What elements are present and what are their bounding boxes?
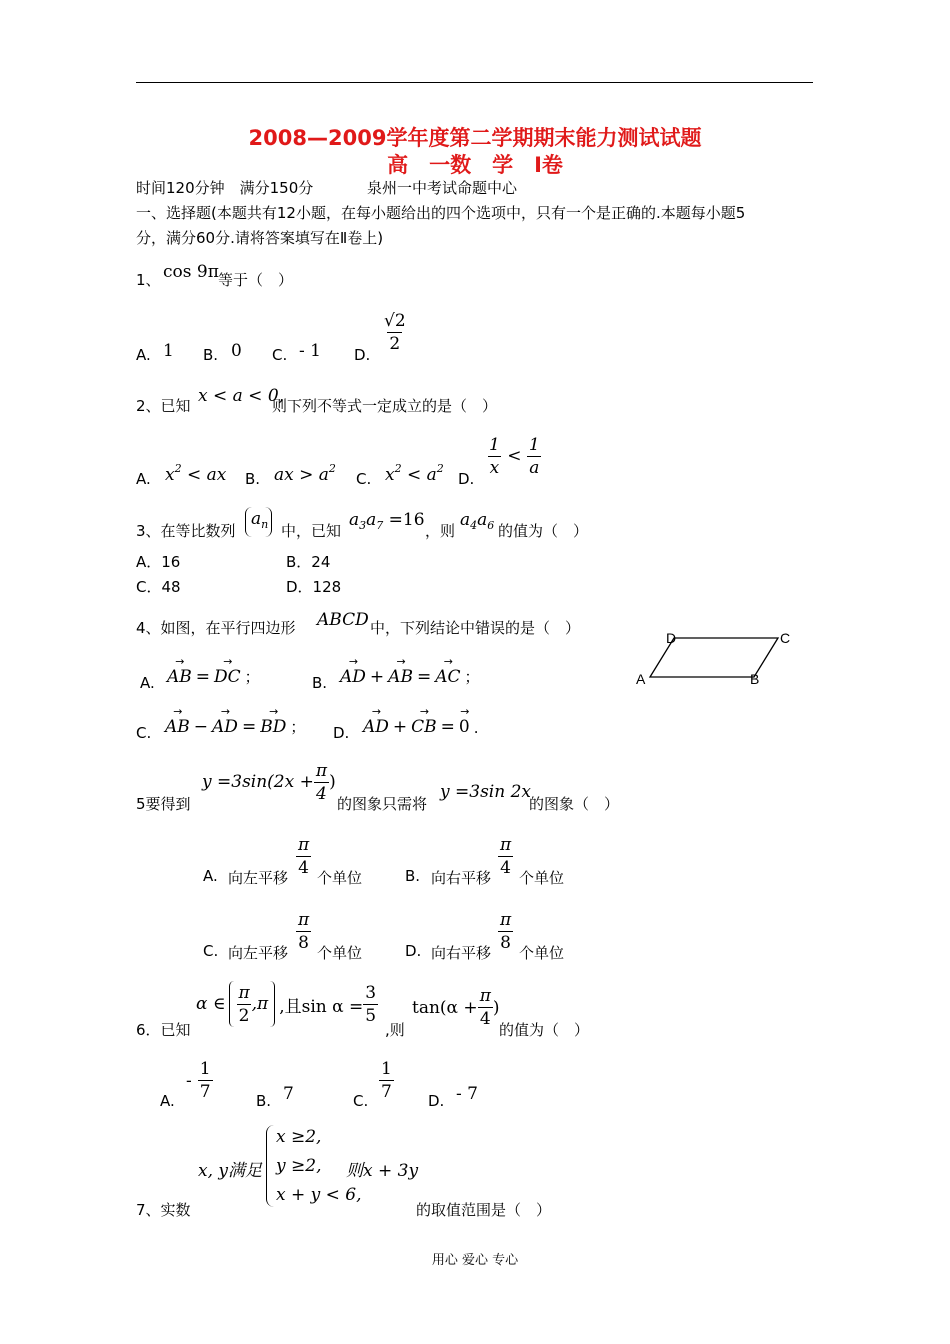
q7-constraint-3: x + y < 6, [276, 1185, 362, 1205]
q6-int-end: ,π [251, 994, 269, 1014]
q3-t2: a [477, 510, 488, 530]
q6-c-den: 7 [381, 1082, 392, 1102]
arrow-icon: → [348, 655, 358, 668]
q5-d-den: 8 [500, 933, 511, 953]
q4-label-d: D. [333, 724, 350, 742]
q2-option-b [274, 462, 336, 485]
arrow-icon: → [223, 655, 232, 668]
q1-label-a: A. [136, 346, 151, 364]
arrow-icon: → [460, 705, 469, 718]
q4-c-vec1: AB [165, 717, 190, 737]
q5-expr1-den: 4 [316, 784, 327, 804]
q2-label-d: D. [458, 470, 475, 488]
q4-shape: ABCD [317, 610, 369, 630]
q5-mid: 的图象只需将 [337, 795, 428, 813]
q4-option-c [165, 707, 305, 737]
q6-a-num: 1 [199, 1059, 211, 1079]
q3-mid: 中，已知 [281, 522, 342, 540]
q6-stem: 的值为（ ） [499, 1021, 590, 1039]
figure-label-d: D [666, 630, 677, 646]
q2-b-exp: 2 [328, 462, 336, 475]
q7-target: 则x + 3y [346, 1161, 419, 1181]
q6-option-a [186, 1058, 213, 1103]
top-rule [136, 82, 813, 83]
q4-label-b: B. [312, 674, 328, 692]
arrow-icon: → [175, 655, 184, 668]
q5-a-num: π [298, 835, 310, 855]
q6-tan-main: tan(α + [412, 997, 478, 1018]
q6-label-c: C. [353, 1092, 369, 1110]
q4-option-d [363, 707, 479, 737]
q5-option-c-text: 向左平移 [228, 944, 289, 962]
q5-option-b-frac [498, 834, 513, 879]
q6-sin-den: 5 [365, 1005, 377, 1026]
q1-label-b: B. [203, 346, 219, 364]
q7-brace [266, 1125, 275, 1207]
q6-paren-right [270, 981, 275, 1027]
q6-a-sign: - [186, 1070, 192, 1091]
q7-constraint-1: x ≥2, [276, 1127, 322, 1147]
q5-option-b-unit: 个单位 [519, 869, 565, 887]
q2-condition: x < a < 0, [198, 386, 285, 406]
q2-a-exp: 2 [174, 462, 182, 475]
q2-c-mid: < a [401, 465, 437, 485]
q5-label-d: D. [405, 942, 422, 960]
q6-tan-den: 4 [479, 1009, 491, 1029]
q2-stem: 则下列不等式一定成立的是（ ） [272, 397, 498, 415]
q5-option-a-text: 向左平移 [228, 869, 289, 887]
q6-option-c [379, 1058, 394, 1103]
q4-c-vec3: BD [260, 717, 287, 737]
q5-option-a-unit: 个单位 [317, 869, 363, 887]
q3-c2-sub: 7 [376, 519, 384, 532]
q2-d-den1: x [489, 458, 500, 478]
parallelogram-figure [632, 628, 797, 690]
q4-b-vec2: AB [388, 667, 413, 687]
q5-b-num: π [500, 835, 512, 855]
figure-label-a: A [636, 671, 646, 687]
q4-d-vec2: CB [411, 717, 437, 737]
q5-option-d-frac [498, 909, 513, 954]
q5-option-b-text: 向右平移 [431, 869, 492, 887]
q6-tan-num: π [479, 986, 491, 1006]
q5-option-d-text: 向右平移 [431, 944, 492, 962]
q2-d-num1: 1 [489, 435, 500, 455]
q3-condition [349, 510, 425, 532]
q2-a-rest: < ax [181, 465, 227, 485]
q3-t2-sub: 6 [487, 519, 495, 532]
q6-label-b: B. [256, 1092, 272, 1110]
figure-label-b: B [750, 671, 760, 687]
q1-expression: cos 9π [163, 262, 219, 282]
q4-d-end: . [473, 719, 479, 737]
q6-tan-end: ) [492, 997, 500, 1018]
q3-option-c: C．48 [136, 578, 181, 596]
q3-stem: 的值为（ ） [498, 522, 589, 540]
q3-option-b: B．24 [286, 553, 331, 571]
q5-expr1-end: ) [329, 772, 336, 792]
q5-option-c-unit: 个单位 [317, 944, 363, 962]
q1-number: 1、 [136, 271, 161, 289]
q3-prefix: 3、在等比数列 [136, 522, 236, 540]
q2-d-lt: < [507, 446, 522, 466]
q2-option-d [487, 434, 542, 479]
arrow-icon: → [443, 655, 452, 668]
q2-d-den2: a [529, 458, 540, 478]
q3-c1-sub: 3 [359, 519, 367, 532]
q5-expression1 [202, 760, 336, 805]
q1-label-c: C. [272, 346, 288, 364]
q4-option-b [340, 657, 480, 687]
q7-prefix: 7、实数 [136, 1201, 191, 1219]
q6-condition [196, 981, 378, 1027]
q3-option-a: A．16 [136, 553, 181, 571]
q2-label-c: C. [356, 470, 372, 488]
q4-label-a: A. [140, 674, 155, 692]
q2-c-exp1: 2 [394, 462, 402, 475]
q1-option-a: 1 [163, 341, 174, 361]
q6-sin-num: 3 [365, 982, 377, 1003]
q3-seq-sub: n [261, 518, 269, 531]
q3-c-value: =16 [383, 510, 425, 530]
q6-option-b: 7 [283, 1084, 294, 1104]
q4-b-vec3: AC [435, 667, 461, 687]
q3-t1-sub: 4 [470, 519, 478, 532]
q4-d-vec1: AD [363, 717, 389, 737]
q4-prefix: 4、如图，在平行四边形 [136, 619, 296, 637]
q4-c-end: ； [290, 718, 306, 736]
q4-a-op: = [195, 667, 211, 687]
q5-expression2: y =3sin 2x [440, 782, 531, 802]
q1-option-c: - 1 [299, 341, 321, 361]
q5-option-a-frac [296, 834, 311, 879]
q6-paren-left [229, 981, 234, 1027]
q4-d-op2: = [440, 717, 455, 737]
q6-option-d: - 7 [456, 1084, 478, 1104]
q4-b-vec1: AD [340, 667, 366, 687]
q4-option-a [167, 657, 260, 687]
q2-c-exp2: 2 [436, 462, 444, 475]
q2-b-base: ax > a [274, 465, 329, 485]
q6-a-den: 7 [199, 1082, 211, 1102]
q3-seq-a: a [251, 509, 262, 529]
q7-stem: 的取值范围是（ ） [416, 1201, 552, 1219]
q4-b-op1: + [369, 667, 385, 687]
q3-c1: a [349, 510, 360, 530]
arrow-icon: → [419, 705, 429, 718]
q3-then: ，则 [425, 522, 456, 540]
q1-d-denominator: 2 [389, 334, 401, 354]
q5-d-num: π [500, 910, 512, 930]
q6-cond: ,且sin α = [279, 996, 364, 1017]
q5-option-d-unit: 个单位 [519, 944, 565, 962]
q5-expr1-num: π [315, 761, 328, 781]
q6-tan-expression [412, 985, 500, 1030]
q4-a-vec2: DC [214, 667, 241, 687]
q5-a-den: 4 [298, 858, 309, 878]
q4-b-op2: = [416, 667, 432, 687]
page-footer: 用心 爱心 专心 [431, 1253, 519, 1268]
q2-label-a: A. [136, 470, 151, 488]
q6-int-den: 2 [238, 1005, 250, 1026]
q5-stem: 的图象（ ） [529, 795, 620, 813]
q3-target [460, 510, 494, 532]
arrow-icon: → [371, 705, 381, 718]
q4-b-end: ； [464, 668, 480, 686]
q3-c2: a [366, 510, 377, 530]
q2-label-b: B. [245, 470, 261, 488]
q1-option-b: 0 [231, 341, 242, 361]
q5-b-den: 4 [500, 858, 511, 878]
q3-sequence [245, 507, 272, 537]
q7-vars: x, y满足 [198, 1161, 262, 1181]
q4-d-vec3: 0 [458, 717, 470, 737]
figure-label-c: C [780, 630, 791, 646]
q4-c-op1: − [193, 717, 209, 737]
arrow-icon: → [396, 655, 405, 668]
q4-d-op1: + [392, 717, 408, 737]
q1-option-d [382, 310, 408, 355]
exam-subtitle: 高 一数 学 Ⅰ卷 [387, 153, 563, 177]
q4-stem: 中，下列结论中错误的是（ ） [370, 619, 581, 637]
q2-prefix: 2、已知 [136, 397, 191, 415]
q2-option-a [165, 462, 226, 485]
q4-a-vec1: AB [167, 667, 192, 687]
q6-alpha-in: α ∈ [196, 994, 226, 1014]
arrow-icon: → [173, 705, 182, 718]
q7-constraint-2: y ≥2, [276, 1156, 322, 1176]
q5-label-b: B. [405, 867, 421, 885]
q6-label-a: A. [160, 1092, 175, 1110]
section-heading-line1: 一、选择题(本题共有12小题，在每小题给出的四个选项中，只有一个是正确的.本题每小题5 [136, 204, 746, 222]
q5-prefix: 5要得到 [136, 795, 191, 813]
q1-stem: 等于（ ） [218, 271, 294, 289]
q5-c-num: π [298, 910, 310, 930]
q3-t1: a [460, 510, 471, 530]
q6-int-num: π [238, 982, 250, 1003]
q6-c-num: 1 [381, 1059, 392, 1079]
q4-c-op2: = [241, 717, 257, 737]
section-heading-line2: 分，满分60分.请将答案填写在Ⅱ卷上) [136, 229, 384, 247]
q6-label-d: D. [428, 1092, 445, 1110]
exam-title: 2008—2009学年度第二学期期末能力测试试题 [248, 126, 702, 150]
q2-option-c [385, 462, 444, 485]
arrow-icon: → [269, 705, 278, 718]
q4-c-vec2: AD [212, 717, 238, 737]
q2-d-num2: 1 [528, 435, 540, 455]
q1-label-d: D. [354, 346, 371, 364]
q5-c-den: 8 [298, 933, 309, 953]
q5-option-c-frac [296, 909, 311, 954]
q4-a-end: ； [244, 668, 260, 686]
q6-prefix: 6．已知 [136, 1021, 191, 1039]
q1-d-numerator: √2 [384, 311, 406, 331]
q5-expr1-main: y =3sin(2x + [202, 772, 314, 792]
q2-c-base: x [385, 465, 395, 485]
q2-a-base: x [165, 465, 175, 485]
exam-info-time: 时间120分钟 满分150分 [136, 179, 314, 197]
exam-info-school: 泉州一中考试命题中心 [367, 179, 518, 197]
q6-then: ,则 [385, 1021, 405, 1039]
q3-option-d: D．128 [286, 578, 342, 596]
q5-label-c: C. [203, 942, 219, 960]
q5-label-a: A. [203, 867, 218, 885]
arrow-icon: → [220, 705, 230, 718]
q4-label-c: C. [136, 724, 152, 742]
